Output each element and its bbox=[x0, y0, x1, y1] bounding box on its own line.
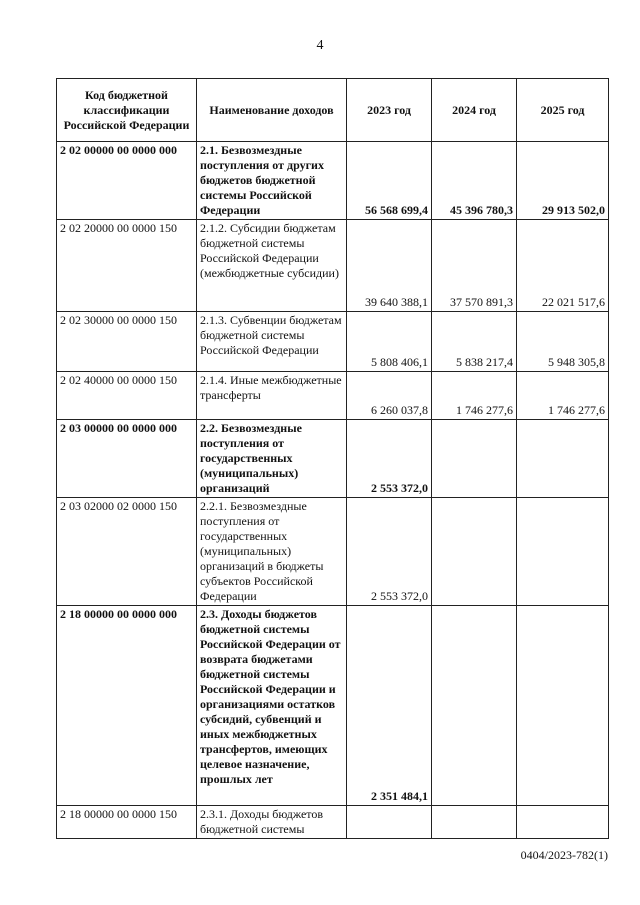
income-name: 2.3. Доходы бюджетов бюджетной системы Российской Федерации от возврата бюджетами бюджетной системы Российской Федерации и организациями остатков субсидий, субвенций и иных межбюджетных трансфертов, имеющих целевое назначение, прошлых лет bbox=[197, 606, 347, 806]
value-2024: 5 838 217,4 bbox=[432, 312, 517, 372]
budget-code: 2 02 30000 00 0000 150 bbox=[57, 312, 197, 372]
value-2024 bbox=[432, 498, 517, 606]
table-row bbox=[57, 220, 609, 312]
value-2024 bbox=[432, 606, 517, 806]
header-2025: 2025 год bbox=[517, 79, 609, 142]
table-row bbox=[57, 372, 609, 420]
value-2023: 39 640 388,1 bbox=[347, 220, 432, 312]
value-2023: 2 553 372,0 bbox=[347, 420, 432, 498]
income-name: 2.1.3. Субвенции бюджетам бюджетной системы Российской Федерации bbox=[197, 312, 347, 372]
value-2024: 45 396 780,3 bbox=[432, 142, 517, 220]
table-header-row bbox=[57, 79, 609, 142]
table-row bbox=[57, 420, 609, 498]
budget-code: 2 02 40000 00 0000 150 bbox=[57, 372, 197, 420]
value-2025 bbox=[517, 606, 609, 806]
header-code: Код бюджетной классификации Российской Федерации bbox=[57, 79, 197, 142]
header-2023: 2023 год bbox=[347, 79, 432, 142]
value-2024 bbox=[432, 806, 517, 839]
income-name: 2.1.4. Иные межбюджетные трансферты bbox=[197, 372, 347, 420]
budget-code: 2 03 00000 00 0000 000 bbox=[57, 420, 197, 498]
budget-code: 2 18 00000 00 0000 000 bbox=[57, 606, 197, 806]
value-2023: 2 553 372,0 bbox=[347, 498, 432, 606]
budget-code: 2 18 00000 00 0000 150 bbox=[57, 806, 197, 839]
budget-code: 2 02 20000 00 0000 150 bbox=[57, 220, 197, 312]
value-2023: 5 808 406,1 bbox=[347, 312, 432, 372]
value-2024: 1 746 277,6 bbox=[432, 372, 517, 420]
table-row bbox=[57, 498, 609, 606]
income-name: 2.3.1. Доходы бюджетов бюджетной системы bbox=[197, 806, 347, 839]
budget-code: 2 03 02000 02 0000 150 bbox=[57, 498, 197, 606]
value-2025 bbox=[517, 498, 609, 606]
header-name: Наименование доходов bbox=[197, 79, 347, 142]
value-2025: 22 021 517,6 bbox=[517, 220, 609, 312]
income-name: 2.1.2. Субсидии бюджетам бюджетной системы Российской Федерации (межбюджетные субсидии) bbox=[197, 220, 347, 312]
header-2024: 2024 год bbox=[432, 79, 517, 142]
table-row bbox=[57, 312, 609, 372]
value-2025: 29 913 502,0 bbox=[517, 142, 609, 220]
income-name: 2.2.1. Безвозмездные поступления от государственных (муниципальных) организаций в бюджеты субъектов Российской Федерации bbox=[197, 498, 347, 606]
value-2025: 1 746 277,6 bbox=[517, 372, 609, 420]
value-2024: 37 570 891,3 bbox=[432, 220, 517, 312]
value-2023: 56 568 699,4 bbox=[347, 142, 432, 220]
document-number: 0404/2023-782(1) bbox=[520, 848, 608, 862]
value-2023: 2 351 484,1 bbox=[347, 606, 432, 806]
value-2025 bbox=[517, 806, 609, 839]
budget-code: 2 02 00000 00 0000 000 bbox=[57, 142, 197, 220]
table-row bbox=[57, 806, 609, 839]
table-row bbox=[57, 142, 609, 220]
value-2023 bbox=[347, 806, 432, 839]
page-number: 4 bbox=[316, 38, 324, 53]
income-name: 2.1. Безвозмездные поступления от других бюджетов бюджетной системы Российской Федерации bbox=[197, 142, 347, 220]
value-2023: 6 260 037,8 bbox=[347, 372, 432, 420]
income-name: 2.2. Безвозмездные поступления от государственных (муниципальных) организаций bbox=[197, 420, 347, 498]
table-row bbox=[57, 606, 609, 806]
value-2024 bbox=[432, 420, 517, 498]
income-table bbox=[56, 78, 609, 839]
value-2025 bbox=[517, 420, 609, 498]
value-2025: 5 948 305,8 bbox=[517, 312, 609, 372]
